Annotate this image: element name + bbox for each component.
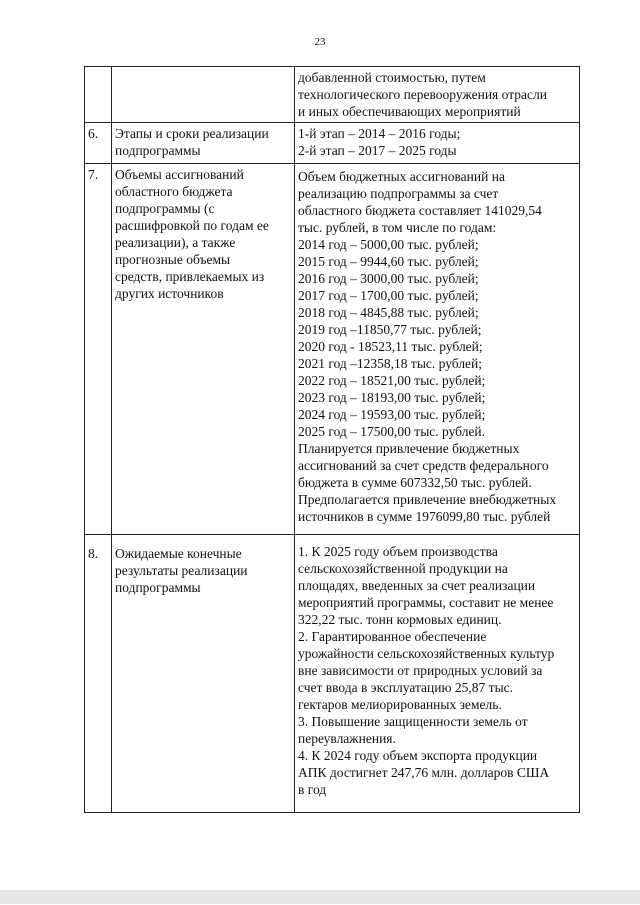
value-line: сельскохозяйственной продукции на <box>298 561 508 576</box>
value-line: 2-й этап – 2017 – 2025 годы <box>298 143 457 158</box>
value-line: и иных обеспечивающих мероприятий <box>298 104 521 119</box>
value-line: Предполагается привлечение внебюджетных <box>298 492 557 507</box>
value-line: 4. К 2024 году объем экспорта продукции <box>298 748 538 763</box>
row-number: 8. <box>85 535 112 813</box>
row-label <box>112 67 295 123</box>
value-line: 1. К 2025 году объем производства <box>298 544 498 559</box>
value-line: добавленной стоимостью, путем <box>298 70 486 85</box>
value-line: реализацию подпрограммы за счет <box>298 186 499 201</box>
value-line: ассигнований за счет средств федерального <box>298 458 549 473</box>
row-label <box>112 535 295 813</box>
label-line: результаты реализации <box>115 563 248 578</box>
value-line: 322,22 тыс. тонн кормовых единиц. <box>298 612 502 627</box>
label-line: расшифровкой по годам ее <box>115 218 269 233</box>
table-row <box>85 164 580 535</box>
label-line: других источников <box>115 286 224 301</box>
page-number: 23 <box>314 36 326 48</box>
value-line: 2021 год –12358,18 тыс. рублей; <box>298 356 483 371</box>
row-number: 6. <box>85 123 112 164</box>
row-number <box>85 67 112 123</box>
table-row <box>85 67 580 123</box>
value-line: 2023 год – 18193,00 тыс. рублей; <box>298 390 486 405</box>
value-line: переувлажнения. <box>298 731 396 746</box>
row-number: 7. <box>85 164 112 535</box>
value-line: бюджета в сумме 607332,50 тыс. рублей. <box>298 475 532 490</box>
label-line: средств, привлекаемых из <box>115 269 265 284</box>
label-line: подпрограммы (с <box>115 201 215 216</box>
label-line: подпрограммы <box>115 580 201 595</box>
value-line: 2024 год – 19593,00 тыс. рублей; <box>298 407 486 422</box>
label-line: Ожидаемые конечные <box>115 546 242 561</box>
label-line: реализации), а также <box>115 235 236 250</box>
value-line: технологического перевооружения отрасли <box>298 87 547 102</box>
value-line: 2025 год – 17500,00 тыс. рублей. <box>298 424 486 439</box>
value-line: площадях, введенных за счет реализации <box>298 578 536 593</box>
value-line: урожайности сельскохозяйственных культур <box>298 646 555 661</box>
table-row <box>85 123 580 164</box>
value-line: 3. Повышение защищенности земель от <box>298 714 528 729</box>
row-value <box>295 123 580 164</box>
value-line: 2019 год –11850,77 тыс. рублей; <box>298 322 482 337</box>
value-line: 2014 год – 5000,00 тыс. рублей; <box>298 237 479 252</box>
value-line: областного бюджета составляет 141029,54 <box>298 203 542 218</box>
row-value <box>295 535 580 813</box>
value-line: мероприятий программы, составит не менее <box>298 595 554 610</box>
row-label <box>112 123 295 164</box>
value-line: АПК достигнет 247,76 млн. долларов США <box>298 765 550 780</box>
label-line: Объемы ассигнований <box>115 167 244 182</box>
value-line: 1-й этап – 2014 – 2016 годы; <box>298 126 461 141</box>
value-line: вне зависимости от природных условий за <box>298 663 543 678</box>
value-line: 2018 год – 4845,88 тыс. рублей; <box>298 305 479 320</box>
value-line: 2015 год – 9944,60 тыс. рублей; <box>298 254 479 269</box>
value-line: 2017 год – 1700,00 тыс. рублей; <box>298 288 479 303</box>
scan-bottom-edge <box>0 890 640 904</box>
value-line: счет ввода в эксплуатацию 25,87 тыс. <box>298 680 514 695</box>
value-line: в год <box>298 782 327 797</box>
value-line: источников в сумме 1976099,80 тыс. рублей <box>298 509 551 524</box>
row-label <box>112 164 295 535</box>
label-line: Этапы и сроки реализации <box>115 126 269 141</box>
label-line: подпрограммы <box>115 143 201 158</box>
value-line: гектаров мелиорированных земель. <box>298 697 502 712</box>
value-line: 2022 год – 18521,00 тыс. рублей; <box>298 373 486 388</box>
row-value <box>295 67 580 123</box>
row-value <box>295 164 580 535</box>
label-line: прогнозные объемы <box>115 252 231 267</box>
value-line: Объем бюджетных ассигнований на <box>298 169 505 184</box>
value-line: 2. Гарантированное обеспечение <box>298 629 487 644</box>
value-line: Планируется привлечение бюджетных <box>298 441 520 456</box>
program-table <box>84 66 580 813</box>
value-line: 2016 год – 3000,00 тыс. рублей; <box>298 271 479 286</box>
label-line: областного бюджета <box>115 184 233 199</box>
value-line: тыс. рублей, в том числе по годам: <box>298 220 497 235</box>
value-line: 2020 год - 18523,11 тыс. рублей; <box>298 339 483 354</box>
table-row <box>85 535 580 813</box>
